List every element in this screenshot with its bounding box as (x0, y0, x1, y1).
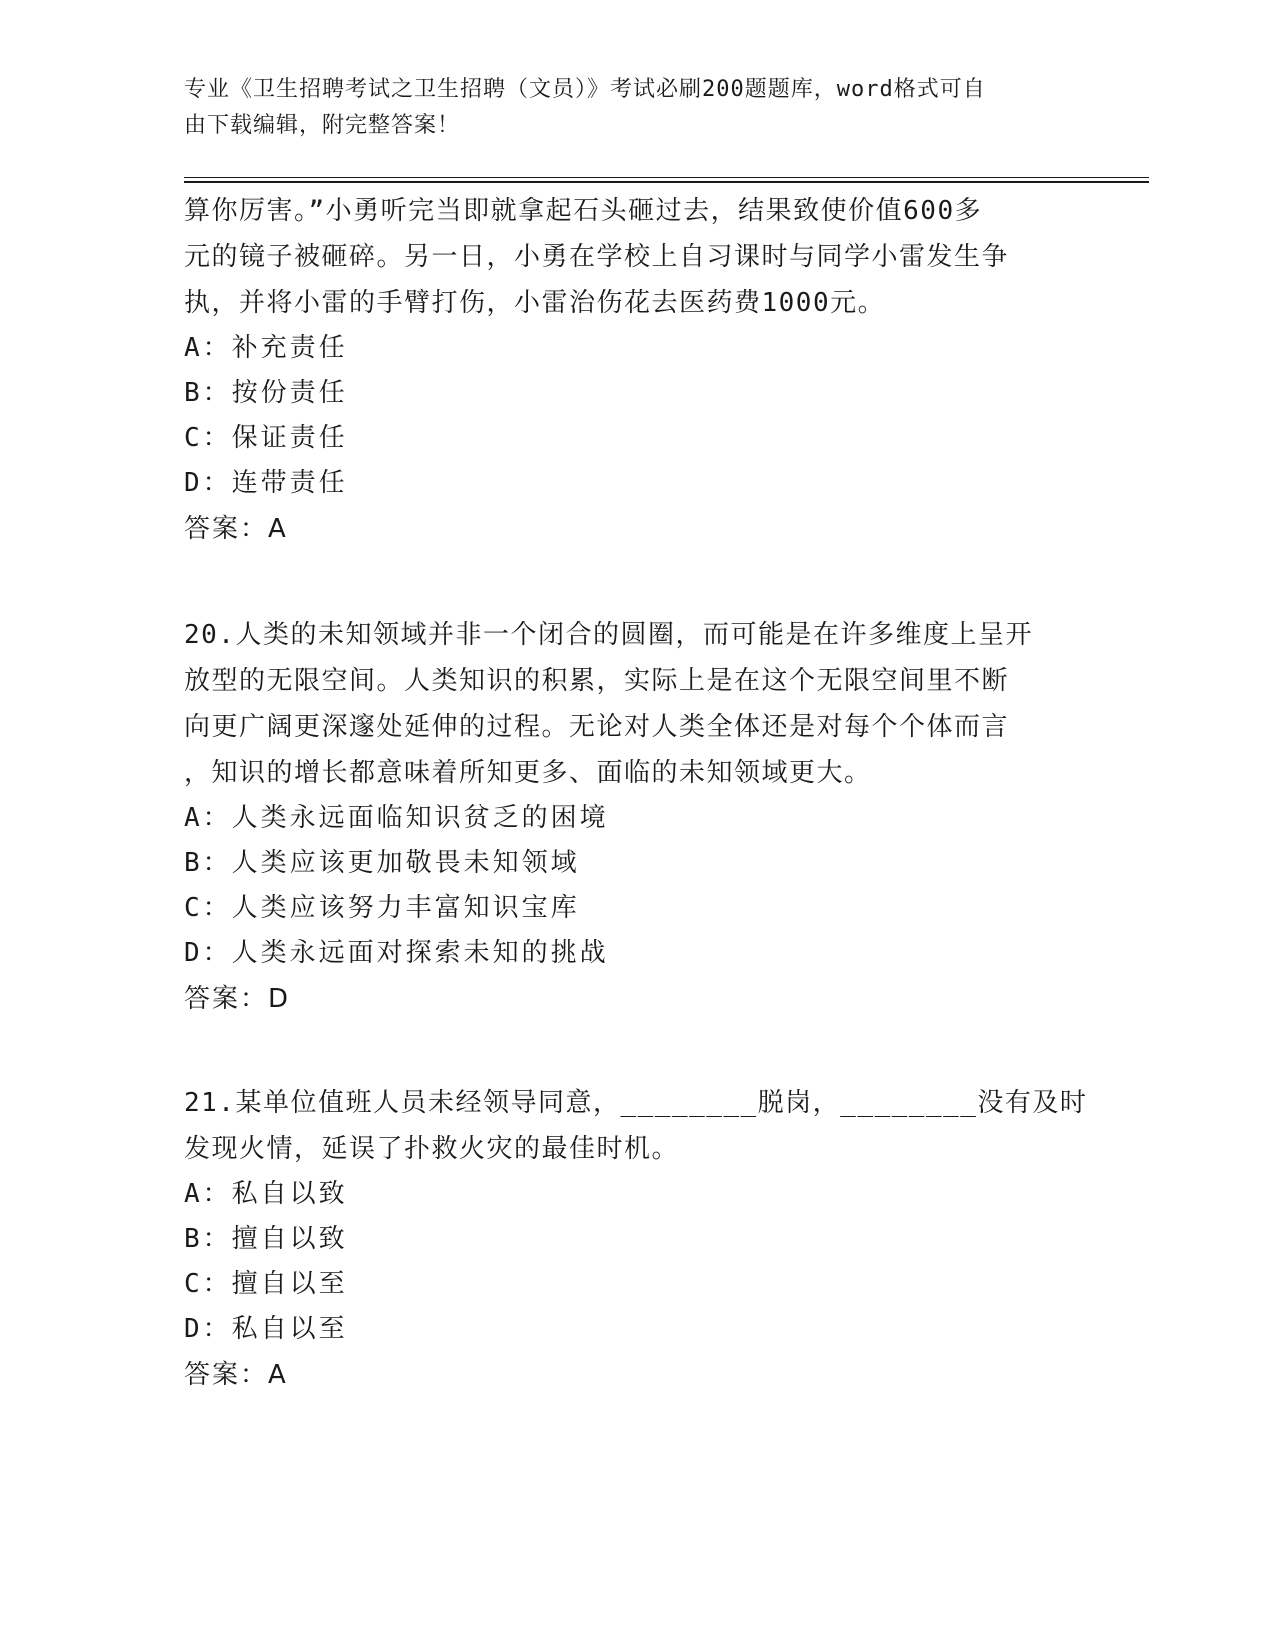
question-text-line: 元的镜子被砸碎。另一日，小勇在学校上自习课时与同学小雷发生争 (184, 242, 1010, 272)
question-text-line: 向更广阔更深邃处延伸的过程。无论对人类全体还是对每个个体而言 (184, 712, 1010, 742)
header-divider-thick (184, 181, 1149, 183)
spacer (184, 1022, 1084, 1080)
question-text-line: 执，并将小雷的手臂打伤，小雷治伤花去医药费1000元。 (184, 288, 886, 318)
option-b: B：按份责任 (184, 378, 348, 408)
header-line-1: 专业《卫生招聘考试之卫生招聘（文员）》考试必刷200题题库，word格式可自 (184, 77, 986, 102)
header-line-2: 由下载编辑，附完整答案！ (184, 113, 461, 138)
question-text-line: 21.某单位值班人员未经领导同意，________脱岗，________没有及时 (184, 1088, 1088, 1118)
question-19 (184, 188, 1084, 552)
spacer (184, 552, 1084, 612)
document-header (184, 72, 1064, 144)
header-divider-thin (184, 177, 1149, 178)
option-d: D：连带责任 (184, 468, 348, 498)
question-list (184, 188, 1088, 1398)
question-text-line: 算你厉害。”小勇听完当即就拿起石头砸过去，结果致使价值600多 (184, 196, 983, 226)
option-a: A：人类永远面临知识贫乏的困境 (184, 803, 609, 833)
option-a: A：补充责任 (184, 333, 348, 363)
option-c: C：人类应该努力丰富知识宝库 (184, 893, 580, 923)
question-21 (184, 1080, 1088, 1398)
question-20 (184, 612, 1084, 1022)
answer-line: 答案：A (184, 514, 288, 544)
option-d: D：人类永远面对探索未知的挑战 (184, 938, 609, 968)
option-b: B：人类应该更加敬畏未知领域 (184, 848, 580, 878)
question-text-line: 放型的无限空间。人类知识的积累，实际上是在这个无限空间里不断 (184, 666, 1010, 696)
option-b: B：擅自以致 (184, 1224, 348, 1254)
question-text-line: 发现火情，延误了扑救火灾的最佳时机。 (184, 1134, 680, 1164)
option-c: C：擅自以至 (184, 1269, 348, 1299)
answer-line: 答案：A (184, 1360, 288, 1390)
question-text-line: ，知识的增长都意味着所知更多、面临的未知领域更大。 (184, 758, 872, 788)
question-text-line: 20.人类的未知领域并非一个闭合的圆圈，而可能是在许多维度上呈开 (184, 620, 1033, 650)
option-d: D：私自以至 (184, 1314, 348, 1344)
option-c: C：保证责任 (184, 423, 348, 453)
answer-line: 答案：D (184, 984, 291, 1014)
option-a: A：私自以致 (184, 1179, 348, 1209)
